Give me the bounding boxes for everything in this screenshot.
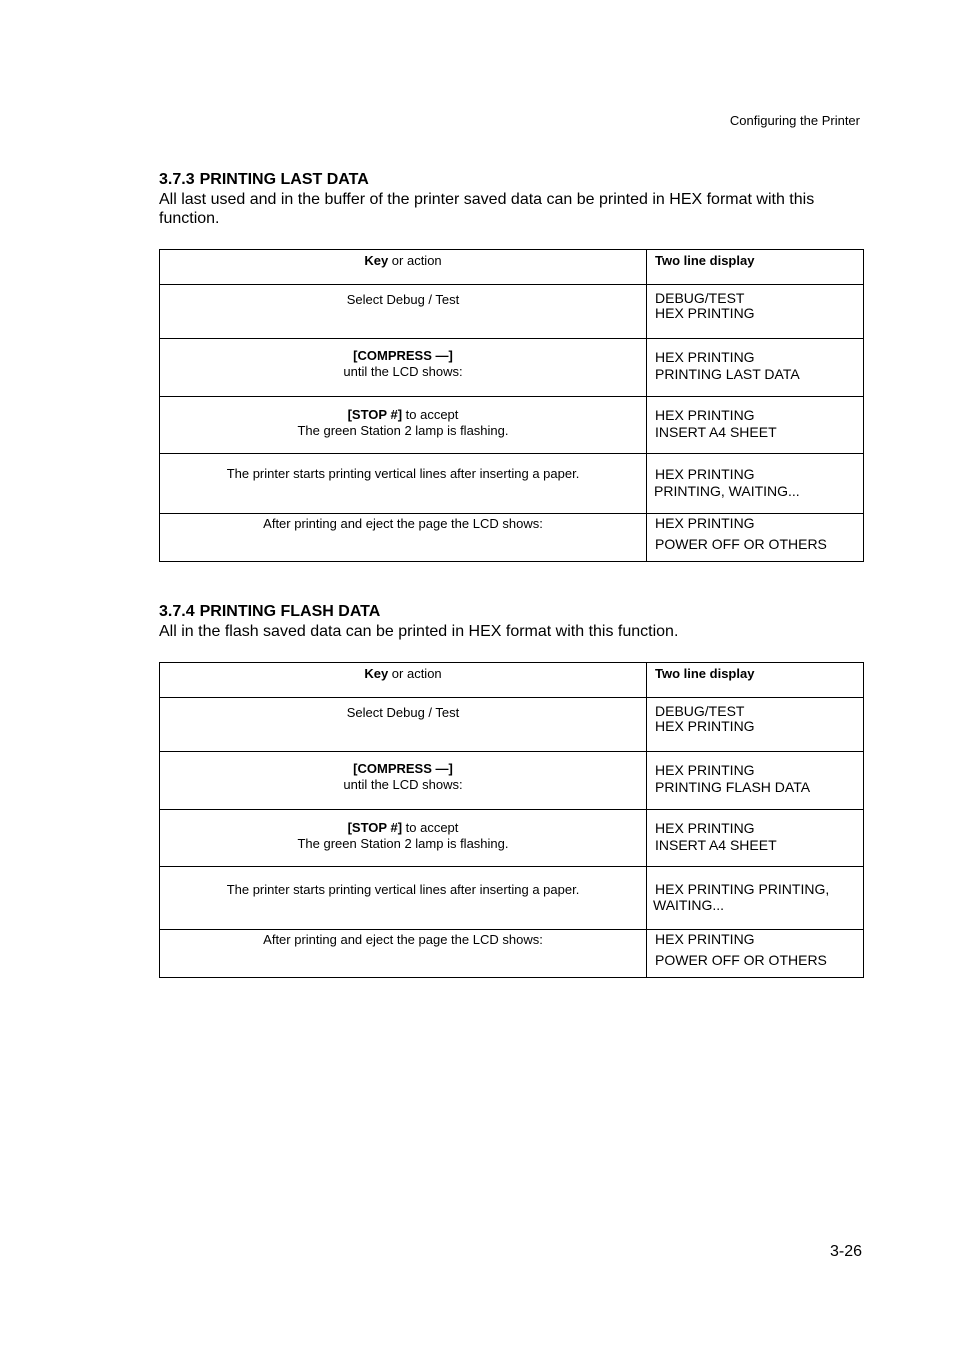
table-row (160, 514, 864, 562)
display-cell: HEX PRINTING PRINTING, WAITING... (647, 454, 864, 514)
display-cell: HEX PRINTING POWER OFF OR OTHERS (647, 514, 864, 562)
col-header-key: Key or action (160, 250, 647, 285)
section-title: PRINTING LAST DATA (199, 171, 369, 188)
page-number: 3-26 (829, 1243, 862, 1260)
key-display-table (159, 249, 864, 562)
display-cell: DEBUG/TEST HEX PRINTING (647, 698, 864, 752)
display-cell: HEX PRINTING PRINTING LAST DATA (647, 339, 864, 397)
display-cell: HEX PRINTING PRINTING FLASH DATA (647, 752, 864, 810)
table-header-row (160, 663, 864, 698)
col-header-key: Key or action (160, 663, 647, 698)
display-cell: HEX PRINTING INSERT A4 SHEET (647, 397, 864, 454)
section-number: 3.7.3 (159, 171, 195, 188)
section-intro: All last used and in the buffer of the printer saved data can be printed in HEX format with this function. (159, 191, 815, 227)
table-row (160, 867, 864, 930)
section-printing-last-data (159, 170, 864, 562)
col-header-display: Two line display (647, 250, 864, 285)
key-cell: After printing and eject the page the LCD shows: (160, 930, 647, 978)
key-cell: After printing and eject the page the LCD shows: (160, 514, 647, 562)
key-cell: [STOP #] to accept The green Station 2 lamp is flashing. (160, 810, 647, 867)
table-row (160, 698, 864, 752)
table-row (160, 454, 864, 514)
key-cell: [STOP #] to accept The green Station 2 lamp is flashing. (160, 397, 647, 454)
key-cell: The printer starts printing vertical lines after inserting a paper. (160, 454, 647, 514)
table-row (160, 810, 864, 867)
display-cell: DEBUG/TEST HEX PRINTING (647, 285, 864, 339)
key-cell: Select Debug / Test (160, 698, 647, 752)
display-cell: HEX PRINTING PRINTING, WAITING... (647, 867, 864, 930)
table-row (160, 752, 864, 810)
key-cell: Select Debug / Test (160, 285, 647, 339)
section-title: PRINTING FLASH DATA (199, 603, 381, 620)
key-display-table (159, 662, 864, 978)
section-printing-flash-data (159, 602, 864, 978)
table-header-row (160, 250, 864, 285)
key-cell: [COMPRESS —] until the LCD shows: (160, 752, 647, 810)
running-header: Configuring the Printer (729, 113, 860, 128)
section-number: 3.7.4 (159, 603, 195, 620)
display-cell: HEX PRINTING INSERT A4 SHEET (647, 810, 864, 867)
display-cell: HEX PRINTING POWER OFF OR OTHERS (647, 930, 864, 978)
key-cell: The printer starts printing vertical lines after inserting a paper. (160, 867, 647, 930)
table-row (160, 397, 864, 454)
table-row (160, 285, 864, 339)
col-header-display: Two line display (647, 663, 864, 698)
section-heading (159, 170, 864, 190)
section-intro: All in the flash saved data can be printed in HEX format with this function. (159, 623, 679, 640)
table-row (160, 339, 864, 397)
key-cell: [COMPRESS —] until the LCD shows: (160, 339, 647, 397)
section-heading (159, 602, 864, 622)
table-row (160, 930, 864, 978)
